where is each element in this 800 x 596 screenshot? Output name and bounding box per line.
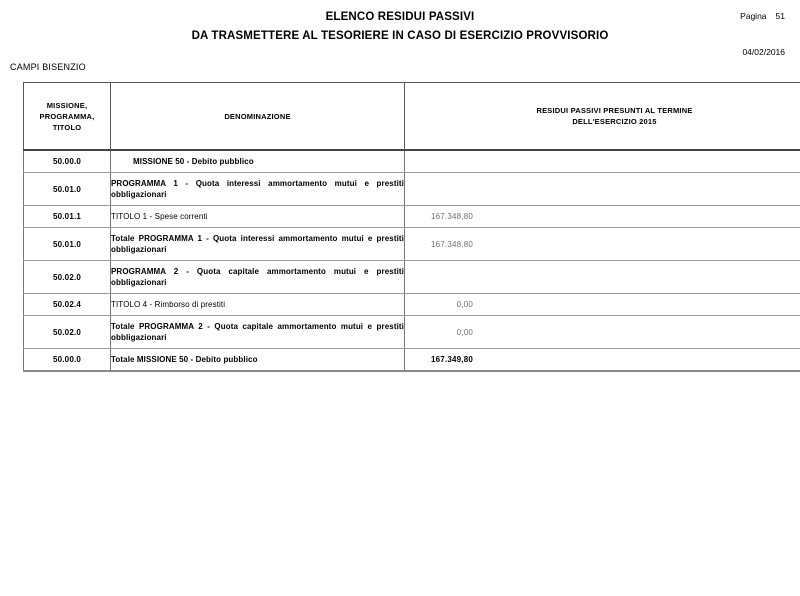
amount-value: 0,00 — [456, 327, 473, 337]
title-block — [0, 10, 800, 44]
column-header-code — [24, 83, 111, 151]
residui-table — [23, 82, 800, 372]
cell-description: TITOLO 1 - Spese correnti — [111, 206, 405, 228]
column-header-denominazione-line1: DENOMINAZIONE — [224, 111, 291, 121]
table-body — [24, 150, 800, 371]
cell-description: PROGRAMMA 1 - Quota interessi ammortamento mutui e prestiti obbligazionari — [111, 173, 405, 206]
document-title-primary: ELENCO RESIDUI PASSIVI — [325, 11, 475, 23]
cell-code: 50.00.0 — [24, 150, 111, 173]
document-header — [0, 10, 800, 44]
cell-amount — [405, 228, 800, 261]
cell-code: 50.02.4 — [24, 294, 111, 316]
column-header-residui-line1: RESIDUI PASSIVI PRESUNTI AL TERMINE — [536, 106, 693, 115]
cell-code: 50.02.0 — [24, 316, 111, 349]
column-header-code-line2: PROGRAMMA, — [39, 111, 95, 121]
table-row — [24, 173, 800, 206]
cell-amount — [405, 261, 800, 294]
cell-amount — [405, 173, 800, 206]
cell-description: Totale PROGRAMMA 1 - Quota interessi ammortamento mutui e prestiti obbligazionari — [111, 228, 405, 261]
table-row — [24, 294, 800, 316]
cell-description: TITOLO 4 - Rimborso di prestiti — [111, 294, 405, 316]
cell-code: 50.01.1 — [24, 206, 111, 228]
column-header-residui — [405, 83, 800, 151]
table-row — [24, 150, 800, 173]
document-title-secondary: DA TRASMETTERE AL TESORIERE IN CASO DI ESERCIZIO PROVVISORIO — [191, 30, 609, 42]
cell-code: 50.02.0 — [24, 261, 111, 294]
column-header-residui-line2: DELL'ESERCIZIO 2015 — [572, 117, 657, 126]
table-head — [24, 83, 800, 151]
amount-value: 167.348,80 — [430, 212, 473, 221]
cell-description: MISSIONE 50 - Debito pubblico — [111, 150, 405, 173]
table-row — [24, 228, 800, 261]
table-row — [24, 349, 800, 372]
cell-code: 50.00.0 — [24, 349, 111, 372]
table-row — [24, 206, 800, 228]
page-label-text: Pagina — [740, 11, 767, 21]
table-row — [24, 316, 800, 349]
entity-name: CAMPI BISENZIO — [10, 62, 86, 72]
amount-value: 167.348,80 — [430, 239, 473, 249]
column-header-code-line3: TITOLO — [52, 122, 82, 132]
amount-value: 167.349,80 — [430, 355, 473, 364]
cell-description: PROGRAMMA 2 - Quota capitale ammortamento mutui e prestiti obbligazionari — [111, 261, 405, 294]
table-header-row — [24, 83, 800, 151]
cell-amount — [405, 349, 800, 372]
cell-amount — [405, 316, 800, 349]
cell-description: Totale PROGRAMMA 2 - Quota capitale ammortamento mutui e prestiti obbligazionari — [111, 316, 405, 349]
table-row — [24, 261, 800, 294]
cell-amount — [405, 294, 800, 316]
page-indicator — [740, 11, 785, 21]
column-header-code-line1: MISSIONE, — [46, 100, 88, 110]
document-date: 04/02/2016 — [742, 47, 785, 57]
cell-amount — [405, 150, 800, 173]
page-number: 51 — [775, 11, 785, 21]
cell-code: 50.01.0 — [24, 173, 111, 206]
column-header-denominazione — [111, 83, 405, 151]
residui-table-container — [23, 82, 785, 372]
cell-amount — [405, 206, 800, 228]
cell-description: Totale MISSIONE 50 - Debito pubblico — [111, 349, 405, 372]
cell-code: 50.01.0 — [24, 228, 111, 261]
amount-value: 0,00 — [456, 300, 473, 309]
